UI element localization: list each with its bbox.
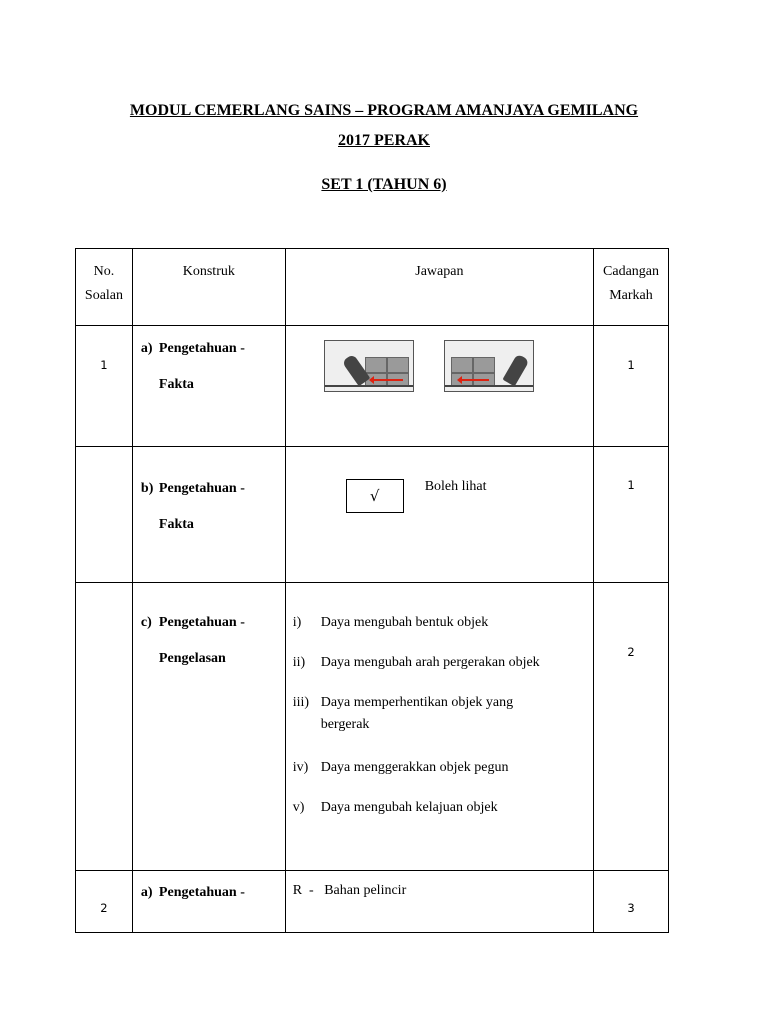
header-markah [594,249,669,326]
list-item-continuation: bergerak [320,717,370,732]
question-number: 2 [76,871,133,933]
push-figure [324,340,414,392]
header-markah-line1: Cadangan [603,264,659,279]
mark-cell: 1 [594,326,669,447]
jawapan-cell [285,583,593,871]
jawapan-cell [285,326,593,447]
konstruk-cell [132,326,285,447]
sub-label: b) [140,481,154,496]
konstruk-cell [132,871,285,933]
konstruk-type: Pengetahuan - [158,885,245,900]
konstruk-category: Pengelasan [158,651,226,666]
jawapan-cell [285,871,593,933]
sub-label: a) [140,341,153,356]
header-jawapan: Jawapan [285,249,593,326]
sub-label: c) [140,615,152,630]
konstruk-category: Fakta [158,517,194,532]
check-mark: √ [369,487,380,505]
konstruk-type: Pengetahuan - [158,615,245,630]
pull-figure [444,340,534,392]
list-item: ii) Daya mengubah arah pergerakan objek [292,655,540,670]
question-number [76,447,133,583]
check-box [346,479,404,513]
sub-label: a) [140,885,153,900]
header-konstruk: Konstruk [132,249,285,326]
question-number: 1 [76,326,133,447]
header-no-soalan [76,249,133,326]
jawapan-cell [285,447,593,583]
question-number [76,583,133,871]
list-item: i) Daya mengubah bentuk objek [292,615,489,630]
table-row [76,871,669,933]
konstruk-type: Pengetahuan - [158,341,245,356]
table-row [76,583,669,871]
konstruk-type: Pengetahuan - [158,481,245,496]
answer-text: Boleh lihat [424,479,487,494]
konstruk-category: Fakta [158,377,194,392]
answer-table [75,248,669,933]
set-title: SET 1 (TAHUN 6) [321,176,447,193]
konstruk-cell [132,583,285,871]
konstruk-cell [132,447,285,583]
list-item: iv) Daya menggerakkan objek pegun [292,760,509,775]
answer-text: R - Bahan pelincir [292,883,407,898]
table-header-row [76,249,669,326]
table-row [76,447,669,583]
list-item: iii) Daya memperhentikan objek yang bergerak [292,695,514,732]
mark-cell: 2 [594,583,669,871]
header-no-line1: No. [93,264,115,279]
table-row [76,326,669,447]
doc-title-line2: 2017 PERAK [338,132,430,149]
header-markah-line2: Markah [609,288,653,303]
list-item: v) Daya mengubah kelajuan objek [292,800,498,815]
mark-cell: 1 [594,447,669,583]
mark-cell: 3 [594,871,669,933]
header-no-line2: Soalan [84,288,124,303]
doc-title-line1: MODUL CEMERLANG SAINS – PROGRAM AMANJAYA GEMILANG [129,102,639,119]
